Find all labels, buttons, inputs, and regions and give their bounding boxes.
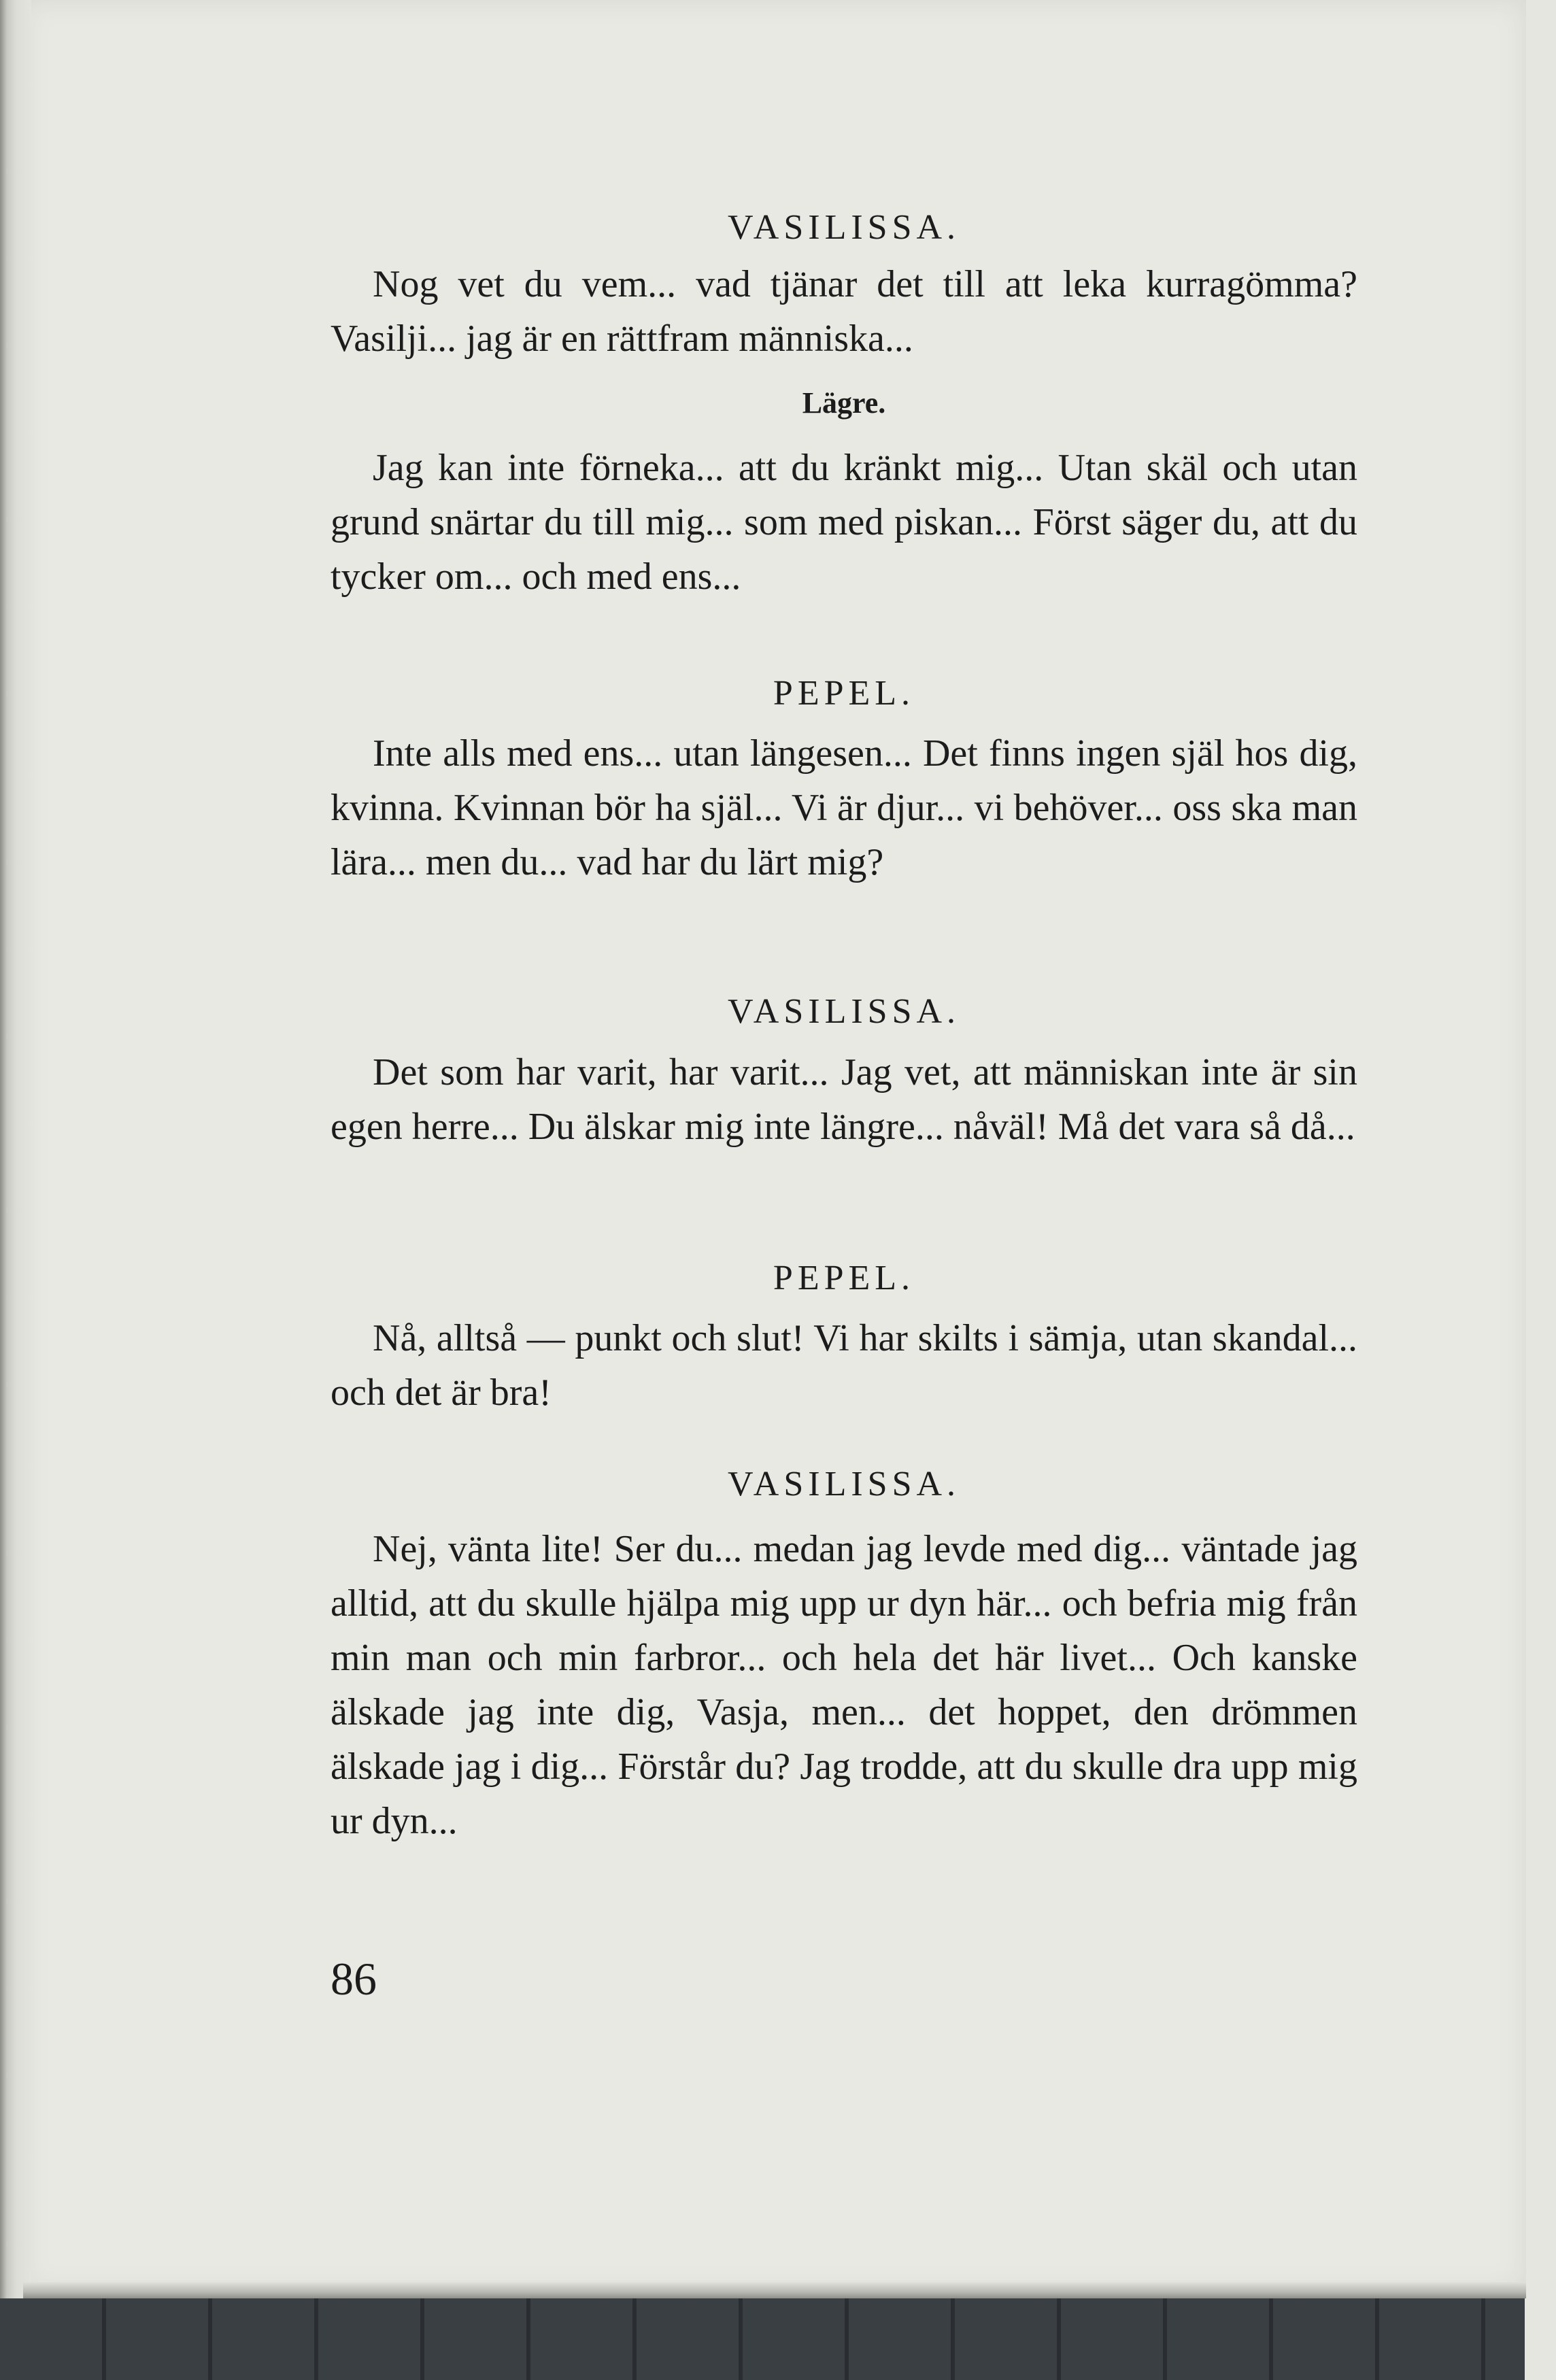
speaker-label: PEPEL. xyxy=(773,1259,915,1297)
speaker-label: VASILISSA. xyxy=(727,208,961,247)
dialogue-paragraph: Nej, vänta lite! Ser du... medan jag levde med dig... väntade jag alltid, att du skulle hjälpa mig upp ur dyn här... och befria mig från min man och min farbror... och hela det här livet... Och kanske älskade jag inte dig, Vasja, men... det hoppet, den drömmen älskade jag i dig... Förstår du? Jag trodde, att du skulle dra upp mig ur dyn... xyxy=(331,1528,1357,1842)
page-bottom-edge xyxy=(23,2282,1526,2298)
speaker-label: VASILISSA. xyxy=(727,992,961,1031)
speaker-label: PEPEL. xyxy=(773,674,915,713)
page-right-margin xyxy=(1525,0,1556,2380)
stage-direction: Lägre. xyxy=(802,386,886,420)
scanner-mat xyxy=(0,2298,1556,2380)
dialogue-paragraph: Nå, alltså — punkt och slut! Vi har skilts i sämja, utan skandal... och det är bra! xyxy=(331,1317,1357,1414)
page-number: 86 xyxy=(331,1953,377,2005)
dialogue-paragraph: Jag kan inte förneka... att du kränkt mig... Utan skäl och utan grund snärtar du till mig... som med piskan... Först säger du, att du tycker om... och med ens... xyxy=(331,447,1357,598)
dialogue-paragraph: Inte alls med ens... utan längesen... Det finns ingen själ hos dig, kvinna. Kvinnan bör ha själ... Vi är djur... vi behöver... oss ska man lära... men du... vad har du lärt mig? xyxy=(331,732,1357,883)
page-spine-edge xyxy=(0,0,31,2298)
dialogue-paragraph: Det som har varit, har varit... Jag vet, att människan inte är sin egen herre... Du älskar mig inte längre... nåväl! Må det vara så då... xyxy=(331,1051,1357,1148)
speaker-label: VASILISSA. xyxy=(727,1465,961,1503)
dialogue-paragraph: Nog vet du vem... vad tjänar det till att leka kurragömma? Vasilji... jag är en rättfram människa... xyxy=(331,263,1357,360)
